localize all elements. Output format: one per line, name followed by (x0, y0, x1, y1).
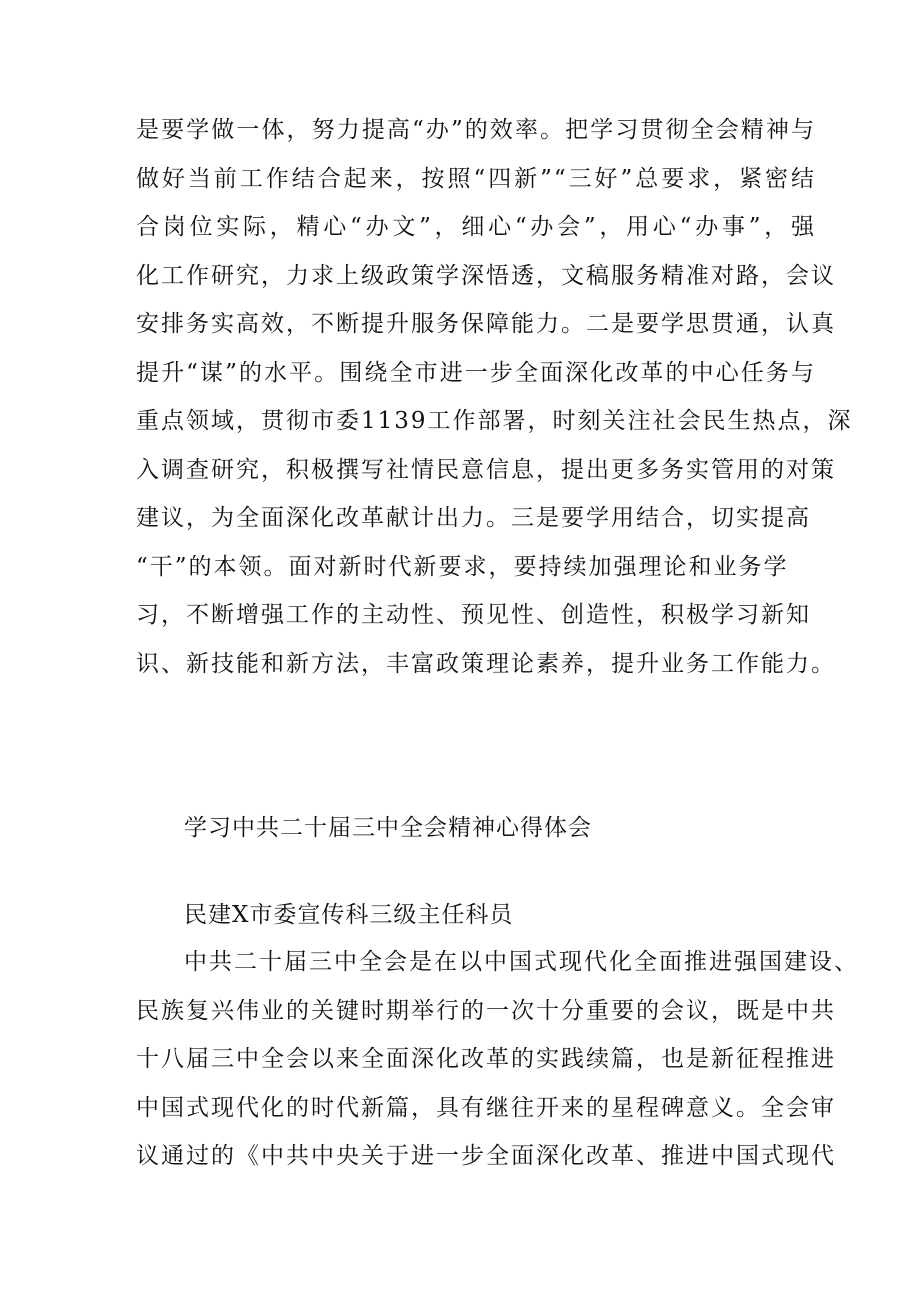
text-line: 议通过的《中共中央关于进一步全面深化改革、推进中国式现代 (136, 1143, 836, 1169)
text-line: 入调查研究，积极撰写社情民意信息，提出更多务实管用的对策 (136, 457, 836, 483)
text-line: 中国式现代化的时代新篇，具有继往开来的星程碑意义。全会审 (136, 1095, 836, 1121)
text-line: 中共二十届三中全会是在以中国式现代化全面推进强国建设、 (184, 949, 859, 975)
article-title: 学习中共二十届三中全会精神心得体会 (184, 815, 592, 841)
text-line: 十八届三中全会以来全面深化改革的实践续篇，也是新征程推进 (136, 1046, 836, 1072)
text-line: 建议，为全面深化改革献计出力。三是要学用结合，切实提高 (136, 505, 811, 531)
text-line: 提升“谋”的水平。围绕全市进一步全面深化改革的中心任务与 (136, 360, 816, 386)
text-line: “干”的本领。面对新时代新要求，要持续加强理论和业务学 (136, 554, 789, 580)
text-line: 化工作研究，力求上级政策学深悟透，文稿服务精准对路，会议 (136, 263, 836, 289)
text-line: 安排务实高效，不断提升服务保障能力。二是要学思贯通，认真 (136, 311, 836, 337)
text-line: 重点领域，贯彻市委1139工作部署，时刻关注社会民生热点，深 (136, 408, 853, 434)
text-line: 习，不断增强工作的主动性、预见性、创造性，积极学习新知 (136, 602, 811, 628)
text-line: 是要学做一体，努力提高“办”的效率。把学习贯彻全会精神与 (136, 117, 816, 143)
text-line: 民族复兴伟业的关键时期举行的一次十分重要的会议，既是中共 (136, 998, 836, 1024)
text-line: 识、新技能和新方法，丰富政策理论素养，提升业务工作能力。 (136, 651, 836, 677)
article-author: 民建X市委宣传科三级主任科员 (184, 902, 514, 928)
text-line: 做好当前工作结合起来，按照“四新”“三好”总要求，紧密结 (136, 166, 816, 192)
text-line: 合岗位实际，精心“办文”，细心“办会”，用心“办事”，强 (136, 214, 816, 240)
